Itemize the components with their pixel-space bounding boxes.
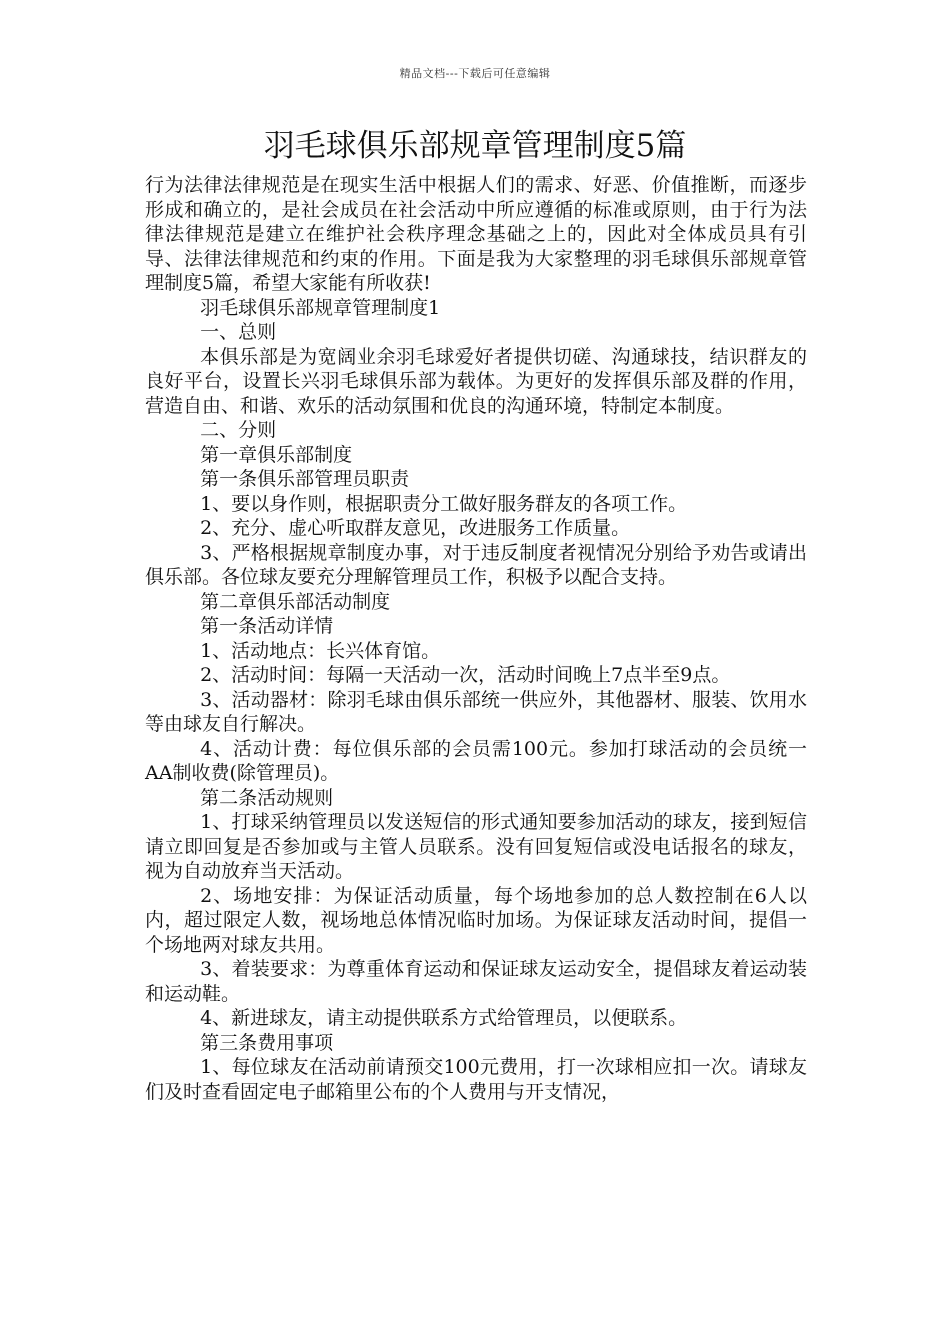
list-item: 4、新进球友，请主动提供联系方式给管理员，以便联系。 (200, 1007, 688, 1029)
list-item: 1、要以身作则，根据职责分工做好服务群友的各项工作。 (200, 492, 688, 515)
chapter-heading: 第二章俱乐部活动制度 (200, 590, 391, 613)
list-item: 2、活动时间：每隔一天活动一次，活动时间晚上7点半至9点。 (200, 664, 731, 686)
list-item: 1、活动地点：长兴体育馆。 (200, 639, 441, 662)
page-header-watermark: 精品文档---下载后可任意编辑 (399, 67, 551, 80)
list-item: 4、活动计费：每位俱乐部的会员需100元。参加打球活动的会员统一AA制收费(除管理员)。 (145, 737, 807, 784)
article-heading: 第三条费用事项 (200, 1031, 334, 1054)
paragraph: 本俱乐部是为宽阔业余羽毛球爱好者提供切磋、沟通球技，结识群友的良好平台，设置长兴羽毛球俱乐部为载体。为更好的发挥俱乐部及群的作用，营造自由、和谐、欢乐的活动氛围和优良的沟通环境，特制定本制度。 (145, 345, 807, 417)
list-item: 2、充分、虚心听取群友意见，改进服务工作质量。 (200, 517, 631, 539)
paragraph: 行为法律法律规范是在现实生活中根据人们的需求、好恶、价值推断，而逐步形成和确立的，是社会成员在社会活动中所应遵循的标准或原则，由于行为法律法律规范是建立在维护社会秩序理念基础之上的，因此对全体成员具有引导、法律法律规范和约束的作用。下面是我为大家整理的羽毛球俱乐部规章管理制度5篇，希望大家能有所收获! (145, 174, 807, 294)
section-heading: 羽毛球俱乐部规章管理制度1 (200, 296, 441, 319)
list-item: 3、着装要求：为尊重体育运动和保证球友运动安全，提倡球友着运动装和运动鞋。 (145, 958, 807, 1005)
chapter-heading: 第一章俱乐部制度 (200, 443, 353, 466)
document-title: 羽毛球俱乐部规章管理制度5篇 (263, 128, 687, 164)
list-item: 1、每位球友在活动前请预交100元费用，打一次球相应扣一次。请球友们及时查看固定电子邮箱里公布的个人费用与开支情况， (145, 1056, 807, 1103)
section-heading: 一、总则 (200, 321, 277, 343)
article-heading: 第二条活动规则 (200, 786, 334, 809)
section-heading: 二、分则 (200, 419, 277, 441)
article-heading: 第一条俱乐部管理员职责 (200, 468, 410, 490)
document-body (145, 173, 807, 1104)
article-heading: 第一条活动详情 (200, 615, 334, 637)
list-item: 1、打球采纳管理员以发送短信的形式通知要参加活动的球友，接到短信请立即回复是否参加或与主管人员联系。没有回复短信或没电话报名的球友，视为自动放弃当天活动。 (145, 811, 807, 882)
list-item: 2、场地安排：为保证活动质量，每个场地参加的总人数控制在6人以内，超过限定人数，视场地总体情况临时加场。为保证球友活动时间，提倡一个场地两对球友共用。 (145, 884, 807, 956)
list-item: 3、活动器材：除羽毛球由俱乐部统一供应外，其他器材、服装、饮用水等由球友自行解决。 (145, 688, 807, 735)
list-item: 3、严格根据规章制度办事，对于违反制度者视情况分别给予劝告或请出俱乐部。各位球友要充分理解管理员工作，积极予以配合支持。 (145, 541, 807, 588)
